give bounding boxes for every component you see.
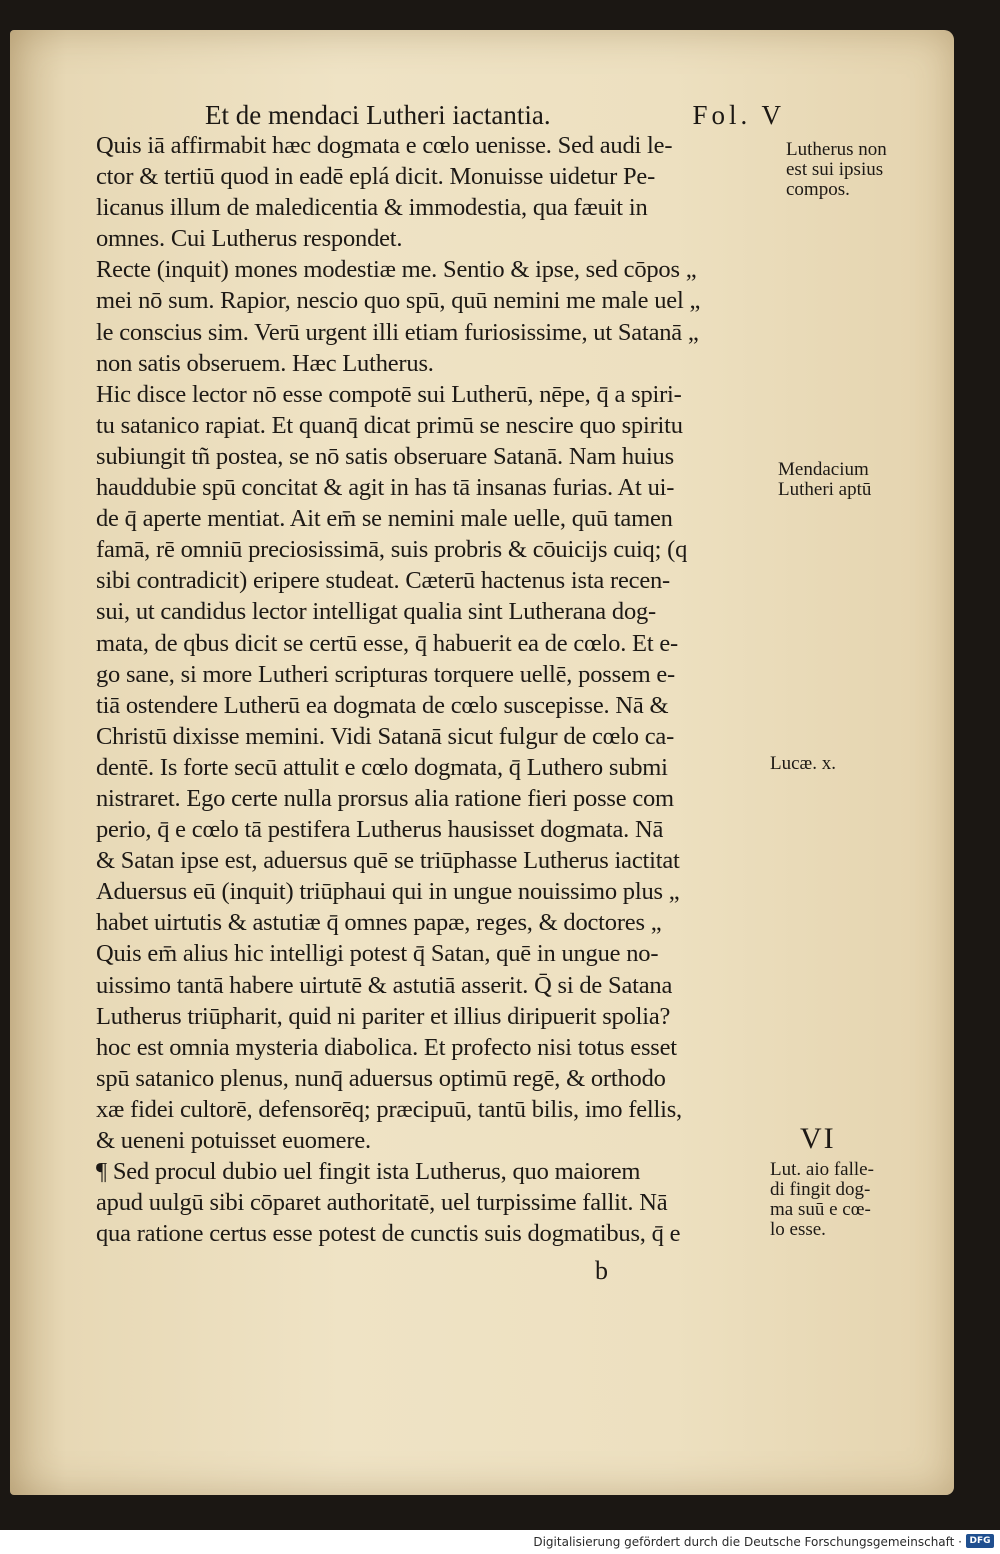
text-line: sibi contradicit) eripere studeat. Cæterū hactenus ista recen-: [96, 567, 671, 595]
text-line: tiā ostendere Lutherū ea dogmata de cœlo suscepisse. Nā &: [96, 691, 669, 719]
running-title: Et de mendaci Lutheri iactantia.: [205, 100, 551, 130]
text-line: omnes. Cui Lutherus respondet.: [96, 225, 403, 253]
text-line: Recte (inquit) mones modestiæ me. Sentio & ipse, sed cōpos „: [96, 256, 697, 284]
text-line: nistraret. Ego certe nulla prorsus alia ratione fieri posse com: [96, 784, 674, 812]
margin-note-4: Lut. aio falle- di fingit dog- ma suū e cœ- lo esse.: [770, 1159, 874, 1240]
text-line: tu satanico rapiat. Et quanq̄ dicat primū se nescire quo spiritu: [96, 411, 683, 439]
text-line: Hic disce lector nō esse compotē sui Lutherū, nēpe, q̄ a spiri-: [96, 380, 682, 408]
text-line: mei nō sum. Rapior, nescio quo spū, quū nemini me male uel „: [96, 287, 701, 315]
text-line: spū satanico plenus, nunq̄ aduersus optimū regē, & orthodo: [96, 1064, 666, 1092]
text-line: non satis obseruem. Hæc Lutherus.: [96, 349, 434, 377]
funding-credit: Digitalisierung gefördert durch die Deutsche Forschungsgemeinschaft ·: [533, 1535, 962, 1549]
text-line: Lutherus triūpharit, quid ni pariter et illius diripuerit spolia?: [96, 1002, 671, 1030]
text-line: Aduersus eū (inquit) triūphaui qui in ungue nouissimo plus „: [96, 878, 680, 906]
margin-note-2: Mendacium Lutheri aptū: [778, 459, 872, 500]
main-text-block: [96, 130, 778, 1249]
text-line: Christū dixisse memini. Vidi Satanā sicut fulgur de cœlo ca-: [96, 722, 675, 750]
text-line: subiungit tñ postea, se nō satis obseruare Satanā. Nam huius: [96, 442, 674, 470]
folio-number: Fol. V: [692, 100, 785, 130]
text-line: qua ratione certus esse potest de cunctis suis dogmatibus, q̄ e: [96, 1220, 681, 1248]
text-line: go sane, si more Lutheri scripturas torquere uellē, possem e-: [96, 660, 676, 688]
footer-bar: [0, 1530, 1000, 1554]
text-line: mata, de qbus dicit se certū esse, q̄ habuerit ea de cœlo. Et e-: [96, 629, 678, 657]
text-line: ctor & tertiū quod in eadē eplá dicit. Monuisse uidetur Pe-: [96, 163, 656, 191]
text-line: & ueneni potuisset euomere.: [96, 1127, 371, 1154]
margin-note-1: Lutherus non est sui ipsius compos.: [786, 139, 887, 200]
text-line: de q̄ aperte mentiat. Ait em̄ se nemini male uelle, quū tamen: [96, 505, 673, 533]
text-line: hoc est omnia mysteria diabolica. Et profecto nisi totus esset: [96, 1033, 677, 1061]
text-line: dentē. Is forte secū attulit e cœlo dogmata, q̄ Luthero submi: [96, 753, 668, 781]
margin-note-3: Lucæ. x.: [770, 753, 836, 774]
text-line: licanus illum de maledicentia & immodestia, qua fæuit in: [96, 194, 648, 222]
text-line: hauddubie spū concitat & agit in has tā insanas furias. At ui-: [96, 474, 675, 502]
text-line: apud uulgū sibi cōparet authoritatē, uel turpissime fallit. Nā: [96, 1189, 668, 1217]
text-line: uissimo tantā habere uirtutē & astutiā asserit. Q̄ si de Satana: [96, 971, 673, 999]
text-line: perio, q̄ e cœlo tā pestifera Lutherus hausisset dogmata. Nā: [96, 816, 664, 844]
text-line: famā, rē omniū preciosissimā, suis probris & cōuicijs cuiq; (q: [96, 536, 688, 564]
text-line: ¶ Sed procul dubio uel fingit ista Lutherus, quo maiorem: [96, 1158, 641, 1186]
text-line: le conscius sim. Verū urgent illi etiam furiosissime, ut Satanā „: [96, 318, 699, 346]
dfg-logo: DFG: [966, 1534, 994, 1548]
text-line: habet uirtutis & astutiæ q̄ omnes papæ, reges, & doctores „: [96, 909, 662, 937]
section-number: VI: [800, 1122, 836, 1155]
signature-mark: b: [595, 1256, 608, 1285]
text-line: Quis em̄ alius hic intelligi potest q̄ Satan, quē in ungue no-: [96, 940, 659, 968]
text-line: sui, ut candidus lector intelligat qualia sint Lutherana dog-: [96, 598, 656, 626]
text-line: xæ fidei cultorē, defensorēq; præcipuū, tantū bilis, imo fellis,: [96, 1095, 682, 1123]
text-line: & Satan ipse est, aduersus quē se triūphasse Lutherus iactitat: [96, 847, 680, 875]
text-line: Quis iā affirmabit hæc dogmata e cœlo uenisse. Sed audi le-: [96, 132, 673, 159]
